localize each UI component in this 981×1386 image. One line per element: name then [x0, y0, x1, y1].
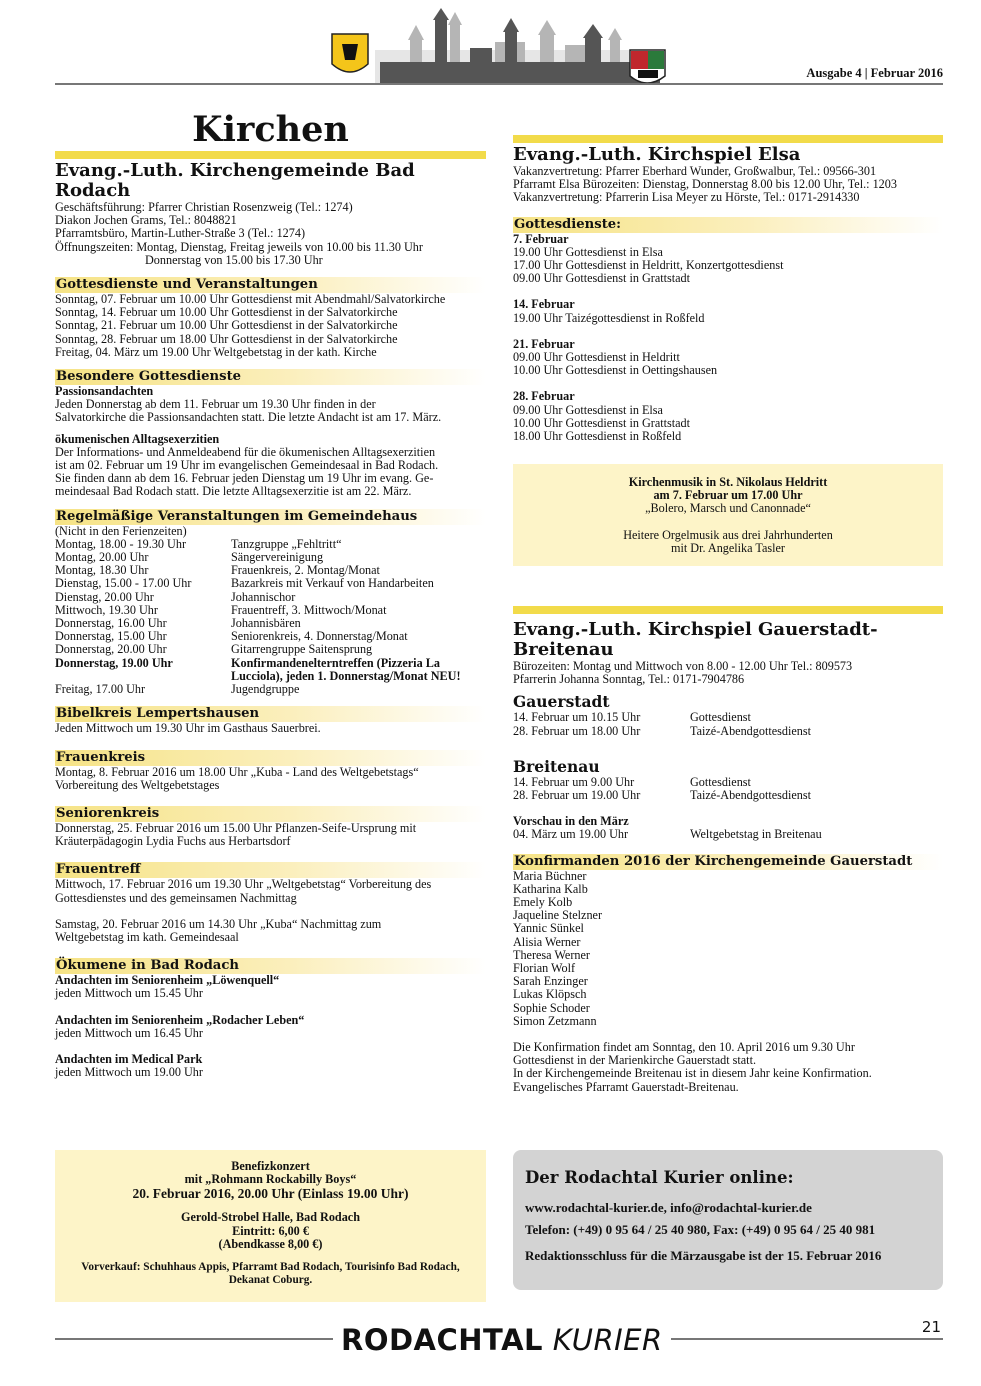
section-heading-elsa-gottesdienste: Gottesdienste:: [513, 217, 943, 233]
row-what: Johannisbären: [231, 616, 301, 631]
text-line: Gottesdienstes und des gemeinsamen Nachmittag: [55, 890, 297, 905]
online-phone: Telefon: (+49) 0 95 64 / 25 40 980, Fax: (+49) 0 95 64 / 25 40 981: [525, 1222, 876, 1237]
text-line: 10.00 Uhr Gottesdienst in Oettingshausen: [513, 363, 718, 378]
row-what: Bazarkreis mit Verkauf von Handarbeiten: [231, 576, 434, 591]
right-column-gauerstadt: [513, 606, 943, 1094]
text-line: Evangelisches Pfarramt Gauerstadt-Breitenau.: [513, 1079, 739, 1094]
table-row: [513, 789, 943, 802]
list-item: Maria Büchner: [513, 868, 587, 883]
text-line: Vorbereitung des Weltgebetstages: [55, 777, 220, 792]
elsa-rule: [513, 135, 943, 143]
text-line: Salvatorkirche die Passionsandachten statt. Die letzte Andacht ist am 17. März.: [55, 410, 442, 425]
section-heading-seniorenkreis: Seniorenkreis: [55, 806, 486, 822]
section-heading-bibelkreis: Bibelkreis Lempertshausen: [55, 706, 486, 722]
list-item: Theresa Werner: [513, 947, 590, 962]
text-line: Der Informations- und Anmeldeabend für die ökumenischen Alltagsexerzitien: [55, 444, 436, 459]
masthead-bold: RODACHTAL: [341, 1323, 544, 1357]
date-heading: 21. Februar: [513, 336, 575, 351]
list-item: Alisia Werner: [513, 934, 581, 949]
left-column: [55, 110, 486, 1079]
table-row: [55, 591, 486, 604]
subheading: Vorschau in den März: [513, 814, 629, 829]
row-when: Montag, 18.30 Uhr: [55, 563, 149, 578]
row-when: Montag, 20.00 Uhr: [55, 550, 149, 565]
parish-line: Donnerstag von 15.00 bis 17.30 Uhr: [145, 252, 323, 267]
text-line: Kräuterpädagogin Lydia Fuchs aus Herbartsdorf: [55, 834, 291, 849]
elsa-heading: Evang.-Luth. Kirchspiel Elsa: [513, 144, 801, 165]
list-item: Simon Zetzmann: [513, 1013, 597, 1028]
row-what: Taizé-Abendgottesdienst: [690, 788, 811, 803]
parish-heading: Evang.-Luth. Kirchengemeinde Bad Rodach: [55, 160, 415, 201]
row-when: 14. Februar um 9.00 Uhr: [513, 774, 635, 789]
gauerstadt-title: Gauerstadt: [513, 692, 610, 712]
text-line: 18.00 Uhr Gottesdienst in Roßfeld: [513, 429, 682, 444]
concert-line: Eintritt: 6,00 €: [232, 1223, 309, 1238]
gauerstadt-heading-2: Breitenau: [513, 639, 614, 660]
text-line: Samstag, 20. Februar 2016 um 14.30 Uhr „Kuba“ Nachmittag zum: [55, 916, 382, 931]
table-row: [513, 711, 943, 724]
row-what: Jugendgruppe: [231, 682, 300, 697]
section-heading-besondere: Besondere Gottesdienste: [55, 369, 486, 385]
music-line: mit Dr. Angelika Tasler: [670, 540, 785, 555]
text-line: jeden Mittwoch um 19.00 Uhr: [55, 1065, 203, 1080]
date-heading: 28. Februar: [513, 389, 575, 404]
spacer: [513, 377, 943, 390]
list-item: Sophie Schoder: [513, 1000, 590, 1015]
masthead-italic: KURIER: [552, 1323, 663, 1357]
online-info-box: [513, 1150, 943, 1290]
section-heading-frauenkreis: Frauenkreis: [55, 750, 486, 766]
text-line: 10.00 Uhr Gottesdienst in Grattstadt: [513, 415, 691, 430]
text-line: 09.00 Uhr Gottesdienst in Grattstadt: [513, 271, 691, 286]
concert-line: Vorverkauf: Schuhhaus Appis, Pfarramt Bad Rodach, Tourisinfo Bad Rodach,: [81, 1261, 460, 1274]
list-item: Sonntag, 28. Februar um 18.00 Uhr Gottesdienst in der Salvatorkirche: [55, 331, 398, 346]
text-line: Montag, 8. Februar 2016 um 18.00 Uhr „Kuba - Land des Weltgebetstags“: [55, 764, 419, 779]
row-when: Montag, 18.00 - 19.30 Uhr: [55, 536, 187, 551]
concert-line: (Abendkasse 8,00 €): [218, 1236, 323, 1251]
list-item: Florian Wolf: [513, 961, 576, 976]
table-row: [513, 725, 943, 738]
row-when: Donnerstag, 16.00 Uhr: [55, 616, 167, 631]
church-music-box: [513, 464, 943, 566]
note: (Nicht in den Ferienzeiten): [55, 523, 187, 538]
spacer: [55, 905, 486, 918]
text-line: Jeden Mittwoch um 19.30 Uhr im Gasthaus Sauerbrei.: [55, 721, 321, 736]
subheading: Andachten im Seniorenheim „Rodacher Leben“: [55, 1012, 305, 1027]
text-line: Die Konfirmation findet am Sonntag, den 10. April 2016 um 9.30 Uhr: [513, 1040, 855, 1055]
breitenau-title: Breitenau: [513, 756, 600, 776]
concert-date: 20. Februar 2016, 20.00 Uhr (Einlass 19.00 Uhr): [132, 1186, 409, 1202]
subheading: Passionsandachten: [55, 384, 154, 399]
row-when: Mittwoch, 19.30 Uhr: [55, 602, 158, 617]
list-item: Emely Kolb: [513, 895, 573, 910]
list-item: Sarah Enzinger: [513, 974, 588, 989]
text-line: Donnerstag, 25. Februar 2016 um 15.00 Uhr Pflanzen-Seife-Ursprung mit: [55, 820, 417, 835]
row-what: Gottesdienst: [690, 710, 751, 725]
subheading: ökumenischen Alltagsexerzitien: [55, 431, 220, 446]
text-line: Bürozeiten: Montag und Mittwoch von 8.00 - 12.00 Uhr Tel.: 809573: [513, 659, 853, 673]
coat-of-arms-right-icon: [630, 50, 665, 83]
spacer: [513, 285, 943, 298]
music-line: Heitere Orgelmusik aus drei Jahrhunderten: [623, 527, 833, 542]
row-when: Dienstag, 15.00 - 17.00 Uhr: [55, 576, 192, 591]
page-title: Kirchen: [192, 109, 349, 150]
spacer: [55, 1251, 486, 1261]
text-line: 09.00 Uhr Gottesdienst in Elsa: [513, 402, 663, 417]
list-item: Sonntag, 14. Februar um 10.00 Uhr Gottesdienst in der Salvatorkirche: [55, 305, 398, 320]
section-heading-regelmaessig: Regelmäßige Veranstaltungen im Gemeindehaus: [55, 509, 486, 525]
concert-line: mit „Rohmann Rockabilly Boys“: [184, 1172, 357, 1187]
concert-box: [55, 1150, 486, 1302]
right-column: [513, 135, 943, 443]
text-line: Vakanzvertretung: Pfarrer Eberhard Wunder, Großwalbur, Tel.: 09566-301: [513, 164, 877, 178]
page-number: 21: [921, 1318, 941, 1336]
concert-line: Dekanat Coburg.: [228, 1274, 313, 1287]
row-when: 14. Februar um 10.15 Uhr: [513, 710, 641, 725]
issue-month: Februar 2016: [870, 66, 943, 80]
text-line: ist am 02. Februar um 19 Uhr im evangelischen Gemeindesaal in Bad Rodach.: [55, 458, 439, 473]
music-line: am 7. Februar um 17.00 Uhr: [653, 488, 803, 503]
parish-info: [55, 201, 486, 267]
list-item: Sonntag, 07. Februar um 10.00 Uhr Gottesdienst mit Abendmahl/Salvatorkirche: [55, 292, 446, 307]
online-deadline: Redaktionsschluss für die Märzausgabe ist der 15. Februar 2016: [525, 1248, 882, 1263]
section-heading-oekumene: Ökumene in Bad Rodach: [55, 958, 486, 974]
date-heading: 7. Februar: [513, 231, 569, 246]
row-what: Taizé-Abendgottesdienst: [690, 723, 811, 738]
header-rule: [55, 83, 943, 85]
row-when: Donnerstag, 19.00 Uhr: [55, 655, 173, 670]
spacer: [55, 1040, 486, 1053]
row-what: Lucciola), jeden 1. Donnerstag/Monat NEU!: [231, 668, 461, 683]
text-line: Gottesdienst in der Marienkirche Gauerstadt statt.: [513, 1053, 757, 1068]
row-what: Tanzgruppe „Fehltritt“: [231, 536, 342, 551]
text-line: Pfarrerin Johanna Sonntag, Tel.: 0171-7904786: [513, 672, 745, 687]
issue-info: Ausgabe 4 | Februar 2016: [806, 66, 943, 80]
text-line: Weltgebetstag im kath. Gemeindesaal: [55, 929, 239, 944]
parish-line: Öffnungszeiten: Montag, Dienstag, Freitag jeweils von 10.00 bis 11.30 Uhr: [55, 239, 423, 254]
section-heading-konfirmanden: Konfirmanden 2016 der Kirchengemeinde Gauerstadt: [513, 854, 943, 870]
masthead-logo: [333, 1322, 671, 1358]
concert-line: Benefizkonzert: [231, 1159, 310, 1173]
row-what: Frauenkreis, 2. Montag/Monat: [231, 563, 380, 578]
text-line: 09.00 Uhr Gottesdienst in Heldritt: [513, 350, 680, 365]
row-when: 04. März um 19.00 Uhr: [513, 827, 629, 842]
list-item: Jaqueline Stelzner: [513, 908, 603, 923]
text-line: 19.00 Uhr Taizégottesdienst in Roßfeld: [513, 310, 705, 325]
row-what: Seniorenkreis, 4. Donnerstag/Monat: [231, 629, 408, 644]
table-row: [513, 828, 943, 841]
table-row-highlight: [55, 657, 486, 683]
text-line: Pfarramt Elsa Bürozeiten: Dienstag, Donnerstag 8.00 bis 12.00 Uhr, Tel.: 1203: [513, 177, 897, 192]
row-when: Donnerstag, 15.00 Uhr: [55, 629, 167, 644]
row-what: Weltgebetstag in Breitenau: [690, 827, 822, 842]
table-row: [55, 643, 486, 656]
list-item: Freitag, 04. März um 19.00 Uhr Weltgebetstag in der kath. Kirche: [55, 344, 377, 359]
spacer: [55, 1001, 486, 1014]
online-title: Der Rodachtal Kurier online:: [525, 1168, 794, 1187]
text-line: In der Kirchengemeinde Breitenau ist in diesem Jahr keine Konfirmation.: [513, 1066, 872, 1081]
concert-line: Gerold-Strobel Halle, Bad Rodach: [181, 1210, 360, 1225]
parish-line: Pfarramtsbüro, Martin-Luther-Straße 3 (Tel.: 1274): [55, 226, 306, 241]
row-what: Konfirmandenelterntreffen (Pizzeria La: [231, 655, 440, 670]
online-web-link[interactable]: www.rodachtal-kurier.de, info@rodachtal-kurier.de: [525, 1200, 812, 1215]
row-what: Gitarrengruppe Saitensprung: [231, 642, 373, 657]
parish-line: Geschäftsführung: Pfarrer Christian Rosenzweig (Tel.: 1274): [55, 200, 353, 214]
table-row: [55, 577, 486, 590]
gauerstadt-heading: Evang.-Luth. Kirchspiel Gauerstadt-: [513, 619, 878, 640]
spacer: [513, 516, 943, 529]
header-skyline-graphic: [300, 0, 700, 95]
konfirmanden-list: [513, 870, 943, 1028]
row-when: 28. Februar um 18.00 Uhr: [513, 723, 641, 738]
row-when: Dienstag, 20.00 Uhr: [55, 589, 154, 604]
title-rule: [55, 151, 486, 159]
gauerstadt-rule: [513, 606, 943, 614]
row-what: Johannischor: [231, 589, 296, 604]
text-line: Jeden Donnerstag ab dem 11. Februar um 19.30 Uhr finden in der: [55, 397, 376, 412]
coat-of-arms-left-icon: [332, 34, 368, 72]
gottesdienste-list: [55, 293, 486, 359]
text-line: meindesaal Bad Rodach statt. Die letzte Alltagsexerzitie ist am 22. März.: [55, 484, 412, 499]
row-when: Donnerstag, 20.00 Uhr: [55, 642, 167, 657]
text-line: jeden Mittwoch um 16.45 Uhr: [55, 1025, 203, 1040]
subheading: Andachten im Seniorenheim „Löwenquell“: [55, 973, 280, 988]
section-heading-frauentreff: Frauentreff: [55, 862, 486, 878]
text-line: Sie finden dann ab dem 16. Februar jeden Dienstag um 19 Uhr im evang. Ge-: [55, 471, 434, 486]
spacer: [513, 325, 943, 338]
row-what: Frauentreff, 3. Mittwoch/Monat: [231, 602, 387, 617]
row-when: Freitag, 17.00 Uhr: [55, 682, 146, 697]
issue-number: Ausgabe 4: [806, 66, 862, 80]
text-line: Mittwoch, 17. Februar 2016 um 19.30 Uhr „Weltgebetstag“ Vorbereitung des: [55, 877, 432, 892]
section-heading-gottesdienste: Gottesdienste und Veranstaltungen: [55, 277, 486, 293]
list-item: Yannic Sünkel: [513, 921, 584, 936]
row-what: Gottesdienst: [690, 774, 751, 789]
list-item: Lukas Klöpsch: [513, 987, 587, 1002]
music-line: „Bolero, Marsch und Canonnade“: [645, 501, 811, 516]
music-line: Kirchenmusik in St. Nikolaus Heldritt: [628, 475, 828, 489]
row-what: Sängervereinigung: [231, 550, 324, 565]
list-item: Sonntag, 21. Februar um 10.00 Uhr Gottesdienst in der Salvatorkirche: [55, 318, 398, 333]
list-item: Katharina Kalb: [513, 881, 588, 896]
text-line: 19.00 Uhr Gottesdienst in Elsa: [513, 244, 663, 259]
subheading: Andachten im Medical Park: [55, 1051, 203, 1066]
date-heading: 14. Februar: [513, 297, 575, 312]
text-line: 17.00 Uhr Gottesdienst in Heldritt, Konzertgottesdienst: [513, 258, 784, 273]
row-when: 28. Februar um 19.00 Uhr: [513, 788, 641, 803]
parish-line: Diakon Jochen Grams, Tel.: 8048821: [55, 213, 237, 228]
text-line: Vakanzvertretung: Pfarrerin Lisa Meyer zu Hörste, Tel.: 0171-2914330: [513, 190, 860, 205]
table-row: [55, 683, 486, 696]
text-line: jeden Mittwoch um 15.45 Uhr: [55, 986, 203, 1001]
